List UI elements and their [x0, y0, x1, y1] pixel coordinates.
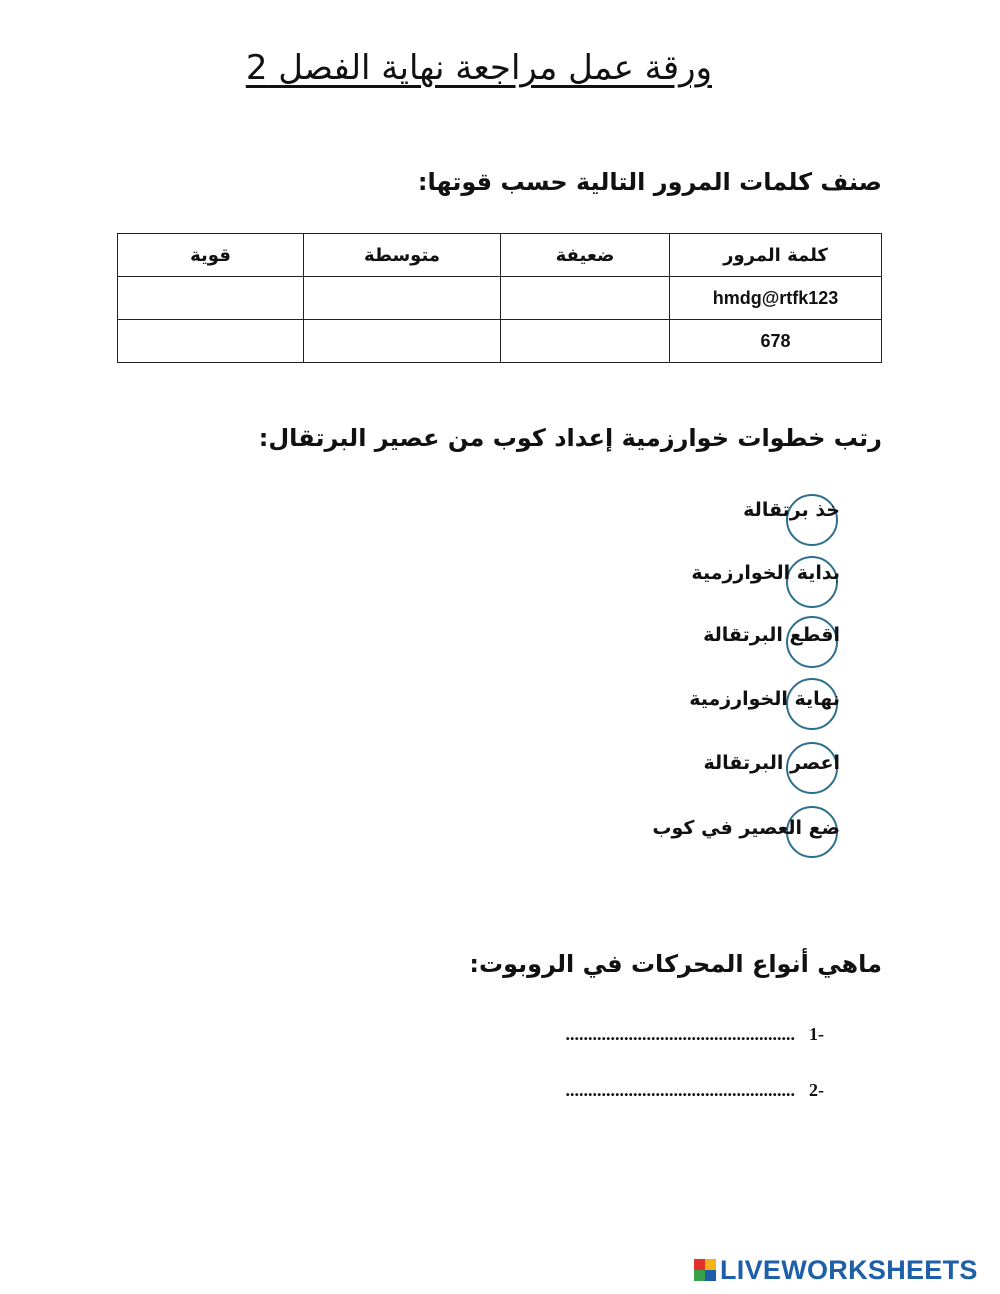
table-row: [118, 277, 882, 320]
strong-drop-cell[interactable]: [118, 277, 304, 320]
liveworksheets-logo: [694, 1256, 978, 1284]
logo-text: LIVEWORKSHEETS: [720, 1254, 978, 1285]
weak-drop-cell[interactable]: [501, 320, 670, 363]
step-label-5: اعصر البرتقالة: [703, 752, 840, 774]
worksheet-title: ورقة عمل مراجعة نهاية الفصل 2: [245, 48, 712, 88]
table-header-row: [118, 234, 882, 277]
step-label-2: بداية الخوارزمية: [691, 562, 840, 584]
column-header-medium: متوسطة: [304, 234, 501, 277]
password-strength-table: [117, 233, 882, 363]
answer-number: -1: [809, 1024, 824, 1044]
answer-dots: ...................................................: [565, 1024, 795, 1044]
logo-mark-icon: [694, 1259, 716, 1281]
logo-square-red: [694, 1259, 705, 1270]
step-label-6: ضع العصير في كوب: [652, 817, 840, 839]
logo-square-blue: [705, 1270, 716, 1281]
question-2-heading: رتب خطوات خوارزمية إعداد كوب من عصير البرتقال:: [258, 424, 882, 452]
column-header-weak: ضعيفة: [501, 234, 670, 277]
password-cell: 678: [670, 320, 882, 363]
logo-square-yellow: [705, 1259, 716, 1270]
answer-dots: ...................................................: [565, 1080, 795, 1100]
answer-line-2[interactable]: [566, 1080, 825, 1101]
question-1-heading: صنف كلمات المرور التالية حسب قوتها:: [417, 168, 882, 196]
question-3-heading: ماهي أنواع المحركات في الروبوت:: [469, 950, 882, 978]
step-label-3: اقطع البرتقالة: [703, 624, 840, 646]
weak-drop-cell[interactable]: [501, 277, 670, 320]
step-label-4: نهاية الخوارزمية: [689, 688, 840, 710]
medium-drop-cell[interactable]: [304, 277, 501, 320]
column-header-strong: قوية: [118, 234, 304, 277]
column-header-password: كلمة المرور: [670, 234, 882, 277]
answer-line-1[interactable]: [566, 1024, 825, 1045]
answer-number: -2: [809, 1080, 824, 1100]
password-cell: hmdg@rtfk123: [670, 277, 882, 320]
table-row: [118, 320, 882, 363]
medium-drop-cell[interactable]: [304, 320, 501, 363]
logo-square-green: [694, 1270, 705, 1281]
strong-drop-cell[interactable]: [118, 320, 304, 363]
step-label-1: خذ برتقالة: [743, 499, 840, 521]
